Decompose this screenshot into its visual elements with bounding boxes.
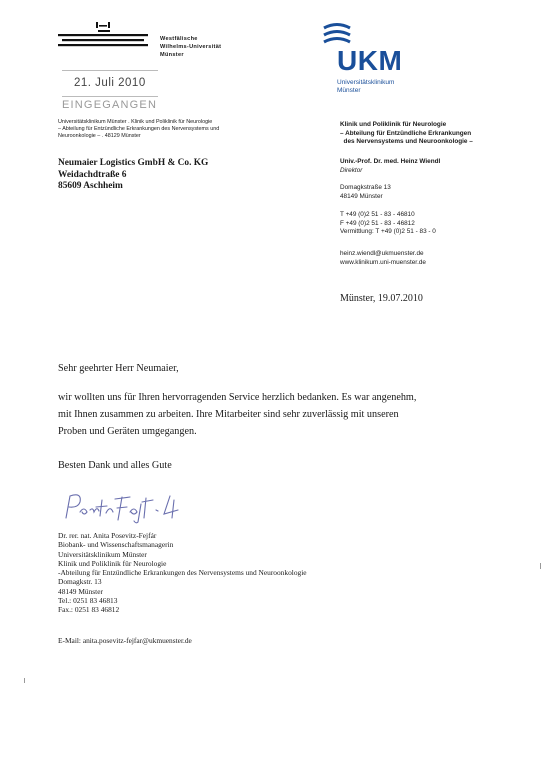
ukm-subtitle-line: Münster xyxy=(337,87,361,94)
ukm-subtitle-line: Universitätsklinikum xyxy=(337,79,395,86)
recipient-line: 85609 Aschheim xyxy=(58,181,123,191)
stamp-label: EINGEGANGEN xyxy=(62,99,158,111)
stamp-rule xyxy=(62,96,158,97)
wwu-line: Münster xyxy=(160,52,184,58)
body-line: Proben und Geräten umgegangen. xyxy=(58,426,197,437)
sender-return-address xyxy=(58,119,298,141)
letter-place-date: Münster, 19.07.2010 xyxy=(340,293,423,304)
signer-name: Dr. rer. nat. Anita Posevitz-Fejfár xyxy=(58,531,157,540)
director-role: Direktor xyxy=(340,166,363,174)
ukm-wordmark: UKM xyxy=(337,45,403,76)
wwu-name xyxy=(160,35,221,59)
signer-line: -Abteilung für Entzündliche Erkrankungen des Nervensystems und Neuroonkologie xyxy=(58,568,307,578)
recipient-line: Neumaier Logistics GmbH & Co. KG xyxy=(58,158,209,168)
sender-line: Neuroonkologie – . 48129 Münster xyxy=(58,133,141,140)
clinic-address xyxy=(340,184,391,201)
stamp-date: 21. Juli 2010 xyxy=(74,77,146,89)
signer-phone: Tel.: 0251 83 46813 xyxy=(58,596,118,606)
address-line: Domagkstraße 13 xyxy=(340,184,391,191)
department-block xyxy=(340,121,473,147)
clinic-website: www.klinikum.uni-muenster.de xyxy=(340,258,426,266)
recipient-line: Weidachdtraße 6 xyxy=(58,169,127,180)
director-block xyxy=(340,158,440,175)
signer-line: Domagkstr. 13 xyxy=(58,577,102,587)
signer-email: E-Mail: anita.posevitz-fejfar@ukmuenster.de xyxy=(58,636,192,645)
signer-fax: Fax.: 0251 83 46812 xyxy=(58,605,120,615)
clinic-contact-web xyxy=(340,250,426,267)
received-stamp xyxy=(58,62,162,114)
body-line: wir wollten uns für Ihren hervorragenden Service herzlich bedanken. Es war angenehm, xyxy=(58,392,417,403)
sender-line: – Abteilung für Entzündliche Erkrankungen des Nervensystems und xyxy=(58,126,220,133)
signer-title: Biobank- und Wissenschaftsmanagerin xyxy=(58,540,174,550)
signer-line: Klinik und Poliklinik für Neurologie xyxy=(58,558,167,568)
signer-line: 48149 Münster xyxy=(58,586,103,596)
scan-mark xyxy=(540,563,541,569)
body-line: mit Ihnen zusammen zu arbeiten. Ihre Mitarbeiter sind sehr zuverlässig mit unseren xyxy=(58,409,399,420)
stamp-rule xyxy=(62,70,158,71)
recipient-address xyxy=(58,158,208,193)
body-paragraph xyxy=(58,389,508,440)
sender-line: Universitätsklinikum Münster . Klinik und Poliklinik für Neurologie xyxy=(58,119,213,125)
department-line: Klinik und Poliklinik für Neurologie xyxy=(340,121,447,128)
wwu-line: Wilhelms-Universität xyxy=(160,44,222,50)
switchboard-line: Vermittlung: T +49 (0)2 51 - 83 - 0 xyxy=(340,228,436,236)
department-line: – Abteilung für Entzündliche Erkrankungen xyxy=(340,129,472,137)
fax-line: F +49 (0)2 51 - 83 - 46812 xyxy=(340,219,415,227)
address-line: 48149 Münster xyxy=(340,192,383,200)
signer-line: Universitätsklinikum Münster xyxy=(58,549,147,559)
signature-block xyxy=(58,531,307,615)
scan-mark xyxy=(24,678,25,683)
ukm-subtitle xyxy=(337,79,394,95)
phone-line: T +49 (0)2 51 - 83 - 46810 xyxy=(340,211,415,218)
director-email: heinz.wiendl@ukmuenster.de xyxy=(340,250,424,257)
wwu-line: Westfälische xyxy=(160,36,198,42)
wwu-logo-icon xyxy=(58,22,148,50)
department-line: des Nervensystems und Neuroonkologie – xyxy=(340,138,473,146)
closing: Besten Dank und alles Gute xyxy=(58,460,172,471)
salutation: Sehr geehrter Herr Neumaier, xyxy=(58,363,179,374)
clinic-phones xyxy=(340,211,436,237)
director-name: Univ.-Prof. Dr. med. Heinz Wiendl xyxy=(340,158,441,165)
handwritten-signature xyxy=(60,488,190,524)
